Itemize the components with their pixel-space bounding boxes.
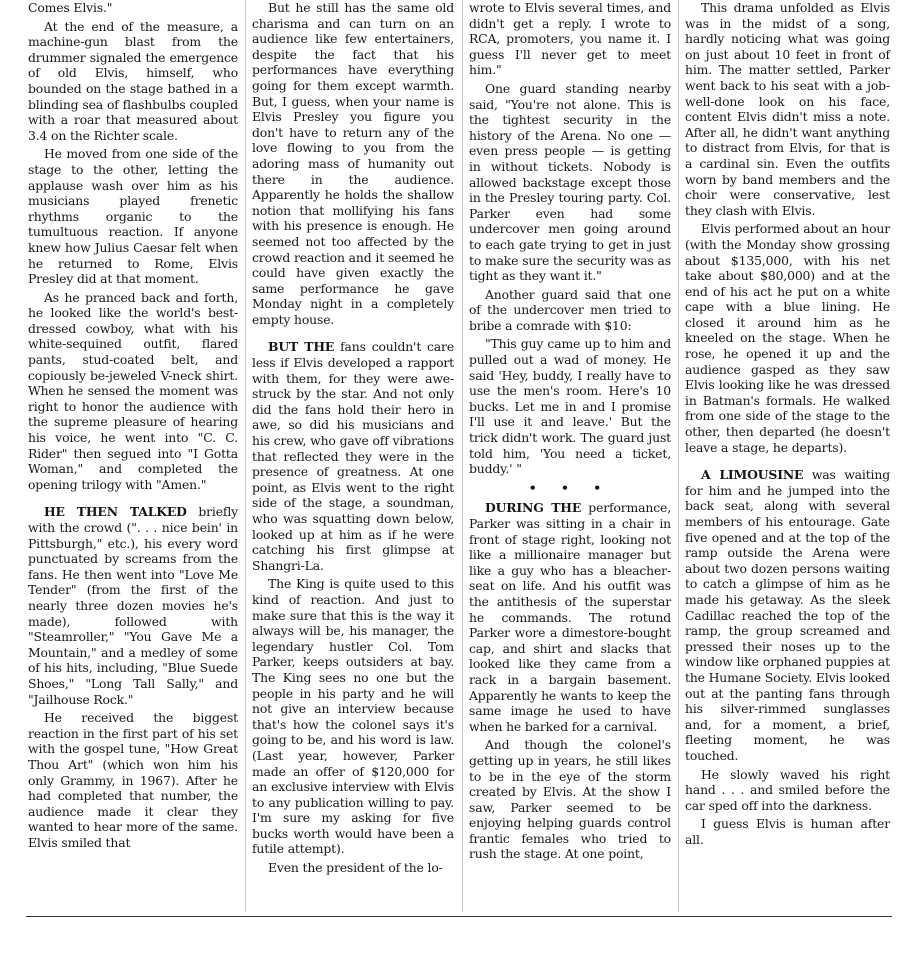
article-column-2 [252,0,454,879]
column-gutter [462,0,463,912]
section-break-dots: • • • [528,479,612,495]
paragraph: "This guy came up to him and pulled out a wad of money. He said 'Hey, buddy, I really have to use the men's room. Here's 10 bucks. Let me in and I promise I'll use it and leave.' But the trick didn't work. The guard just told him, 'You need a ticket, buddy.' " [469,336,671,477]
paragraph: Another guard said that one of the undercover men tried to bribe a comrade with $10: [469,286,671,333]
paragraph-with-subhead [469,500,671,734]
column-gutter [678,0,679,912]
paragraph: He received the biggest reaction in the first part of his set with the gospel tune, "How Great Thou Art" (which won him his only Grammy, in 1967). After he had completed that number, the audience made it clear they wanted to hear more of the same. Elvis smiled that [28,710,238,850]
paragraph: Elvis performed about an hour (with the Monday show grossing about $135,000, with his net take about $80,000) and at the end of his act he put on a white cape with a blue lining. He closed it around him as he kneeled on the stage. When he rose, he opened it up and the audience gasped as they saw Elvis looking like he was dressed in Batman's formals. He walked from one side of the stage to the other, then departed (he doesn't leave a stage, he departs). [685,221,890,455]
subhead: DURING THE [485,500,582,516]
paragraph: The King is quite used to this kind of reaction. And just to make sure that this is the way it always will be, his manager, the legendary hustler Col. Tom Parker, keeps outsiders at bay. The King sees no one but the people in his party and he will not give an interview because that's how the colonel says it's going to be, and his word is law. (Last year, however, Parker made an offer of $120,000 for an exclusive interview with Elvis to any publication willing to pay. I'm sure my asking for five bucks worth would have been a futile attempt). [252,576,454,857]
paragraph: wrote to Elvis several times, and didn't get a reply. I wrote to RCA, promoters, you name it. I guess I'll never get to meet him." [469,0,671,78]
paragraph-text: fans couldn't care less if Elvis developed a rapport with them, for they were awe-struck by the star. And not only did the fans hold their hero in awe, so did his musicians and his crew, who gave off vibrations that reflected they were in the presence of greatness. At one point, as Elvis went to the right side of the stage, a soundman, who was squatting down below, looked up at him as if he were catching his first glimpse at Shangri-La. [252,339,455,573]
paragraph-with-subhead [685,467,890,763]
bottom-rule [26,916,892,917]
article-column-3 [469,0,671,865]
paragraph: He slowly waved his right hand . . . and smiled before the car sped off into the darkness. [685,766,890,813]
paragraph-text: performance, Parker was sitting in a chair in front of stage right, looking not like a millionaire manager but like a guy who has a bleacher-seat on life. And his outfit was the antithesis of the superstar he commands. The rotund Parker wore a dimestore-bought cap, and shirt and slacks that looked like they came from a rack in a bargain basement. Apparently he wants to keep the same image he used to have when he barked for a carnival. [469,500,671,734]
paragraph-text: was waiting for him and he jumped into the back seat, along with several members of his entourage. Gate five opened and at the top of the ramp outside the Arena were about two dozen persons waiting to catch a glimpse of him as he made his getaway. As the sleek Cadillac reached the top of the ramp, the group screamed and pressed their noses up to the window like orphaned puppies at the Humane Society. Elvis looked out at the panting fans through his silver-rimmed sunglasses and, for a moment, a brief, fleeting moment, he was touched. [685,467,890,763]
paragraph-text: briefly with the crowd (". . . nice bein' in Pittsburgh," etc.), his every word punctuated by screams from the fans. He then went into "Love Me Tender" (from the first of the nearly three dozen movies he's made), followed with "Steamroller," "You Gave Me a Mountain," and a medley of some of his hits, including, "Blue Suede Shoes," "Long Tall Sally," and "Jailhouse Rock." [28,504,238,707]
paragraph: Comes Elvis." [28,0,113,15]
subhead: HE THEN TALKED [44,504,187,520]
article-column-1 [28,0,238,853]
paragraph: And though the colonel's getting up in years, he still likes to be in the eye of the storm created by Elvis. At the show I saw, Parker seemed to be enjoying helping guards control frantic females who tried to rush the stage. At one point, [469,737,671,862]
paragraph: As he pranced back and forth, he looked like the world's best-dressed cowboy, what with his white-sequined outfit, flared pants, stud-coated belt, and copiously be-jeweled V-neck shirt. When he sensed the moment was right to honor the audience with the supreme pleasure of hearing his voice, he went into "C. C. Rider" then segued into "I Gotta Woman," and completed the opening trilogy with "Amen." [28,289,238,492]
paragraph: At the end of the measure, a machine-gun blast from the drummer signaled the emergence of old Elvis, himself, who bounded on the stage bathed in a blinding sea of flashbulbs coupled with a roar that measured about 3.4 on the Richter scale. [28,18,238,143]
paragraph-with-subhead [28,504,238,707]
paragraph: He moved from one side of the stage to the other, letting the applause wash over him as his musicians played frenetic rhythms organic to the tumultuous reaction. If anyone knew how Julius Caesar felt when he returned to Rome, Elvis Presley did at that moment. [28,146,238,287]
paragraph: I guess Elvis is human after all. [685,816,890,847]
article-column-4 [685,0,890,850]
paragraph-with-subhead [252,339,454,573]
paragraph: But he still has the same old charisma and can turn on an audience like few entertainers, despite the fact that his performances have everything going for them except warmth. But, I guess, when your name is Elvis Presley you figure you don't have to return any of the love flowing to you from the adoring mass of humanity out there in the audience. Apparently he holds the shallow notion that mollifying his fans with his presence is enough. He seemed not too affected by the crowd reaction and it seemed he could have given exactly the same performance he gave Monday night in a completely empty house. [252,0,454,327]
subhead: BUT THE [268,339,335,355]
paragraph: Even the president of the lo- [268,860,443,876]
column-gutter [245,0,246,912]
paragraph: This drama unfolded as Elvis was in the midst of a song, hardly noticing what was going on just about 10 feet in front of him. The matter settled, Parker went back to his seat with a job-well-done look on his face, content Elvis didn't miss a note. After all, he didn't want anything to distract from Elvis, for that is a cardinal sin. Even the outfits worn by band members and the choir were conservative, lest they clash with Elvis. [685,0,890,218]
paragraph: One guard standing nearby said, "You're not alone. This is the tightest security in the history of the Arena. No one — even press people — is getting in without tickets. Nobody is allowed backstage except those in the Presley touring party. Col. Parker even had some undercover men going around to each gate trying to get in just to make sure the security was as tight as they want it." [469,80,671,284]
subhead: A LIMOUSINE [701,467,804,483]
